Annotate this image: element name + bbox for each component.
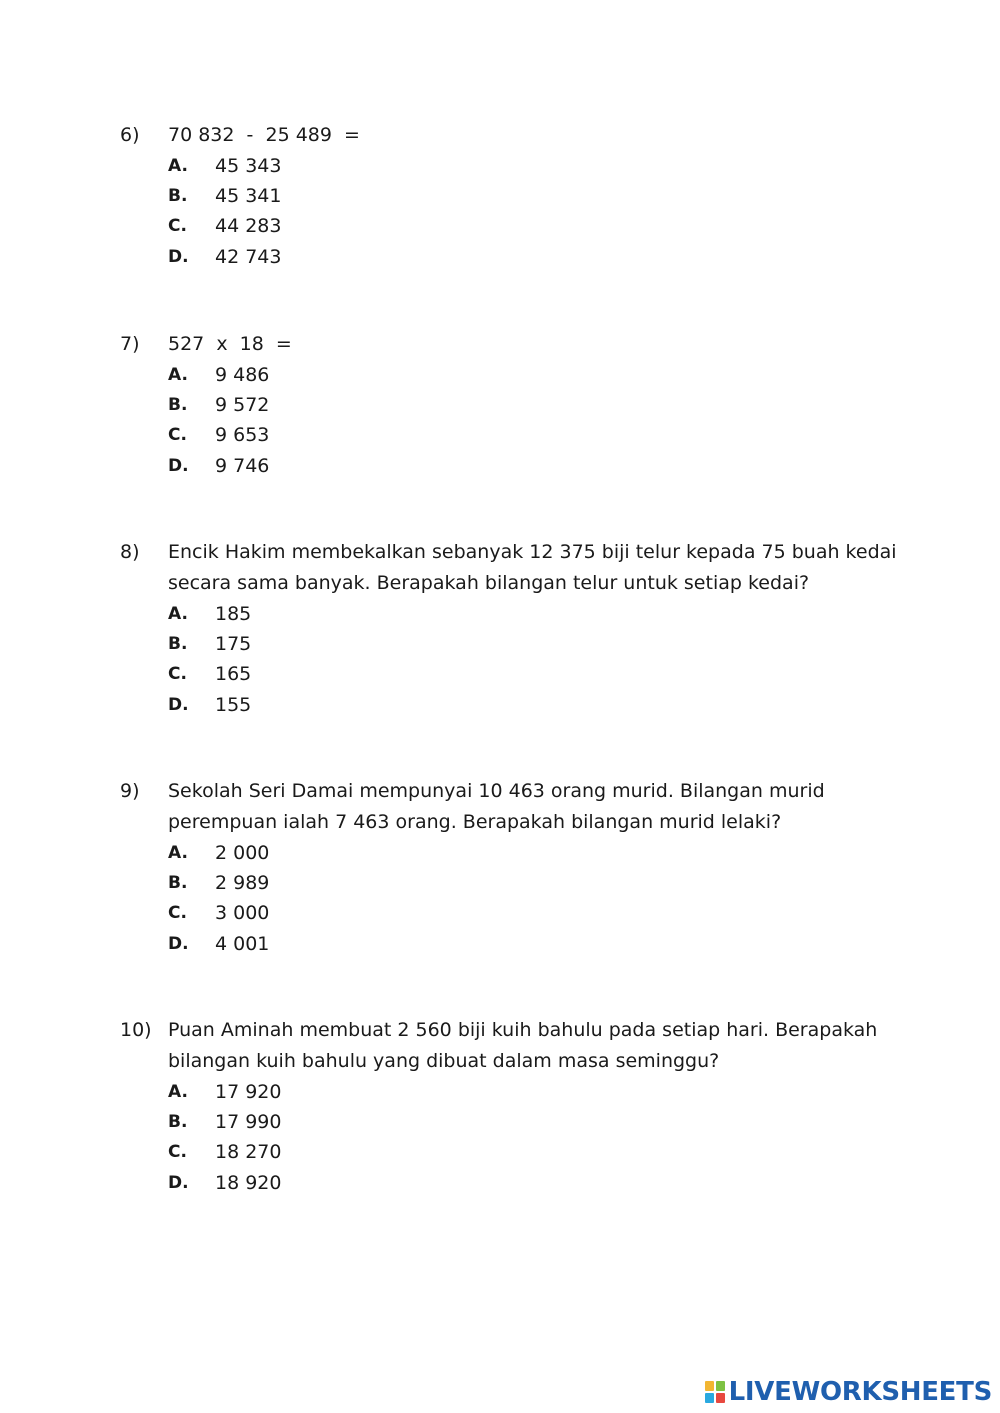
answer-options: [120, 1077, 900, 1198]
question-header: [120, 329, 900, 360]
option-b[interactable]: [120, 868, 900, 898]
option-a[interactable]: [120, 599, 900, 629]
question-number: 10): [120, 1019, 152, 1041]
option-letter: C.: [168, 425, 187, 446]
option-value: 185: [215, 603, 252, 625]
option-b[interactable]: [120, 181, 900, 211]
question-number: 9): [120, 780, 140, 802]
answer-options: [120, 360, 900, 481]
question-7: [120, 329, 900, 481]
option-value: 17 990: [215, 1111, 282, 1134]
option-letter: D.: [168, 694, 189, 715]
answer-options: [120, 151, 900, 272]
option-d[interactable]: [120, 1168, 900, 1198]
liveworksheets-logo-icon: [705, 1381, 725, 1403]
question-text: 70 832 - 25 489 =: [168, 124, 360, 146]
question-text: Puan Aminah membuat 2 560 biji kuih bahulu pada setiap hari. Berapakah bilangan kuih bahulu yang dibuat dalam masa seminggu?: [168, 1019, 884, 1072]
question-text: Sekolah Seri Damai mempunyai 10 463 orang murid. Bilangan murid perempuan ialah 7 463 orang. Berapakah bilangan murid lelaki?: [168, 780, 831, 833]
question-text: 527 x 18 =: [168, 333, 292, 355]
option-letter: B.: [168, 186, 188, 207]
option-letter: A.: [168, 156, 188, 176]
option-b[interactable]: [120, 1107, 900, 1137]
option-value: 45 343: [215, 155, 282, 177]
option-value: 9 653: [215, 424, 270, 447]
logo-square-2: [716, 1381, 725, 1391]
question-number: 6): [120, 124, 140, 146]
option-letter: A.: [168, 365, 188, 385]
option-c[interactable]: [120, 659, 900, 689]
option-value: 4 001: [215, 932, 270, 955]
option-value: 9 486: [215, 364, 270, 386]
option-c[interactable]: [120, 898, 900, 928]
option-letter: D.: [168, 1172, 189, 1193]
question-9: [120, 776, 900, 959]
option-letter: C.: [168, 216, 187, 237]
option-letter: A.: [168, 843, 188, 863]
question-header: [120, 1015, 900, 1077]
option-value: 9 746: [215, 454, 270, 477]
option-value: 18 920: [215, 1171, 282, 1194]
option-d[interactable]: [120, 929, 900, 959]
option-d[interactable]: [120, 451, 900, 481]
option-value: 18 270: [215, 1141, 282, 1164]
option-letter: A.: [168, 1082, 188, 1102]
logo-square-4: [716, 1393, 725, 1403]
option-value: 17 920: [215, 1081, 282, 1103]
option-d[interactable]: [120, 690, 900, 720]
question-10: [120, 1015, 900, 1198]
option-letter: C.: [168, 903, 187, 924]
liveworksheets-logo[interactable]: [705, 1375, 992, 1409]
option-b[interactable]: [120, 629, 900, 659]
option-letter: A.: [168, 604, 188, 624]
option-letter: D.: [168, 933, 189, 954]
option-value: 42 743: [215, 245, 282, 268]
question-8: [120, 537, 903, 720]
option-value: 165: [215, 663, 252, 686]
question-header: [120, 537, 903, 599]
option-value: 45 341: [215, 185, 282, 208]
option-b[interactable]: [120, 390, 900, 420]
option-a[interactable]: [120, 838, 900, 868]
option-value: 44 283: [215, 215, 282, 238]
option-letter: C.: [168, 1142, 187, 1163]
option-letter: D.: [168, 455, 189, 476]
option-value: 9 572: [215, 394, 270, 417]
option-letter: B.: [168, 873, 188, 894]
logo-square-3: [705, 1393, 714, 1403]
logo-square-1: [705, 1381, 714, 1391]
option-c[interactable]: [120, 1137, 900, 1167]
question-header: [120, 120, 900, 151]
option-a[interactable]: [120, 151, 900, 181]
option-value: 3 000: [215, 902, 270, 925]
option-letter: D.: [168, 246, 189, 267]
option-d[interactable]: [120, 242, 900, 272]
option-letter: B.: [168, 1112, 188, 1133]
question-6: [120, 120, 900, 272]
option-value: 155: [215, 693, 252, 716]
question-header: [120, 776, 900, 838]
option-letter: C.: [168, 664, 187, 685]
option-letter: B.: [168, 395, 188, 416]
option-letter: B.: [168, 634, 188, 655]
option-a[interactable]: [120, 360, 900, 390]
option-value: 2 000: [215, 842, 270, 864]
answer-options: [120, 599, 900, 720]
option-a[interactable]: [120, 1077, 900, 1107]
liveworksheets-wordmark: LIVEWORKSHEETS: [728, 1377, 992, 1407]
option-value: 2 989: [215, 872, 270, 895]
option-c[interactable]: [120, 211, 900, 241]
option-value: 175: [215, 633, 252, 656]
option-c[interactable]: [120, 420, 900, 450]
answer-options: [120, 838, 900, 959]
question-text: Encik Hakim membekalkan sebanyak 12 375 biji telur kepada 75 buah kedai secara sama banyak. Berapakah bilangan telur untuk setiap kedai?: [168, 541, 903, 594]
question-number: 7): [120, 333, 140, 355]
question-number: 8): [120, 541, 140, 563]
